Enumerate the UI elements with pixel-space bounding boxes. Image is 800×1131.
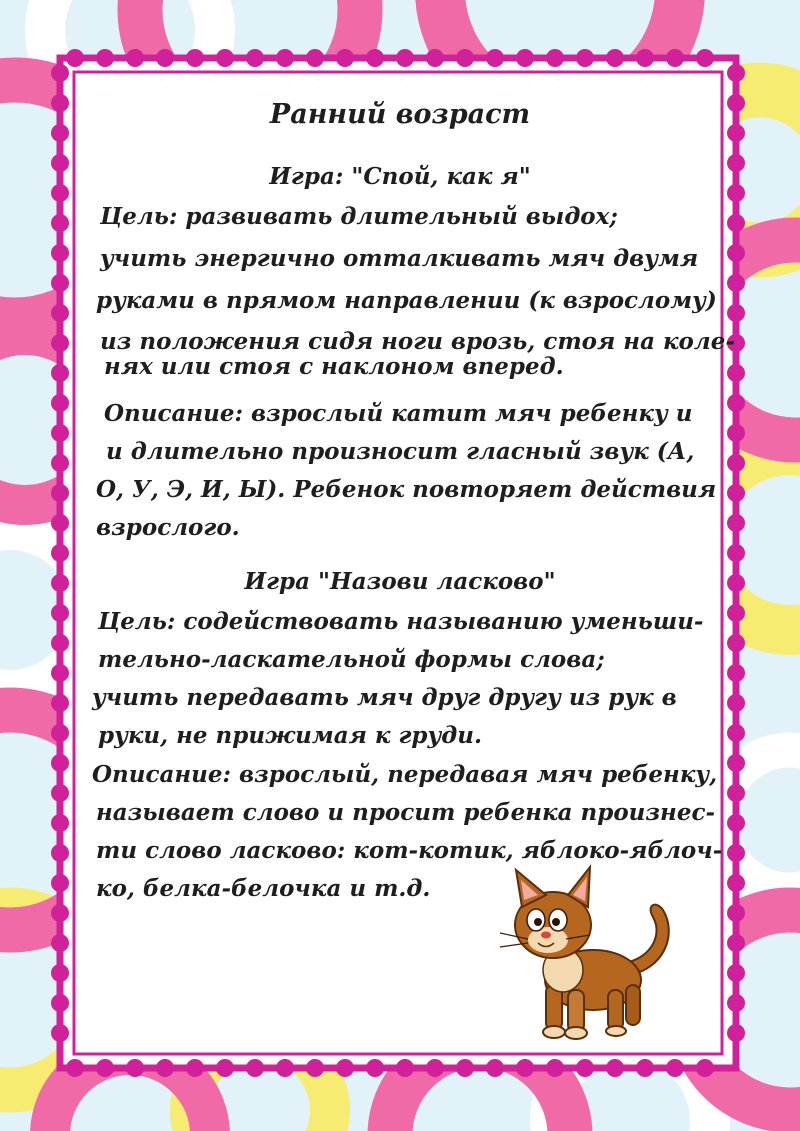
game2-description-line: ко, белка-белочка и т.д. <box>96 875 431 902</box>
game1-goal-line: учить энергично отталкивать мяч двумя <box>100 245 699 272</box>
game1-goal-line: руками в прямом направлении (к взрослому) <box>96 287 717 314</box>
game2-description-line: ти слово ласково: кот-котик, яблоко-яблоч- <box>96 837 723 864</box>
game1-title: Игра: "Спой, как я" <box>269 163 531 190</box>
game1-description-line: Описание: взрослый катит мяч ребенку и <box>104 400 693 427</box>
cat-icon <box>478 855 688 1045</box>
game1-description-line: взрослого. <box>96 514 240 541</box>
game1-goal-line: Цель: развивать длительный выдох; <box>100 203 618 230</box>
game2-goal-line: руки, не прижимая к груди. <box>98 722 482 749</box>
page-title: Ранний возраст <box>269 99 531 130</box>
game2-goal-line: Цель: содействовать называнию уменьши- <box>98 608 704 635</box>
game2-goal-line: тельно-ласкательной формы слова; <box>98 646 605 673</box>
game1-description-line: О, У, Э, И, Ы). Ребенок повторяет действия <box>96 476 717 503</box>
game2-description-line: называет слово и просит ребенка произнес- <box>96 799 716 826</box>
game1-goal-line: из положения сидя ноги врозь, стоя на коле- <box>100 328 735 355</box>
game2-description-line: Описание: взрослый, передавая мяч ребенку, <box>92 761 718 788</box>
game1-description-line: и длительно произносит гласный звук (А, <box>106 438 695 465</box>
game1-goal-line: нях или стоя с наклоном вперед. <box>104 353 564 380</box>
game2-title: Игра "Назови ласково" <box>244 568 556 595</box>
game2-goal-line: учить передавать мяч друг другу из рук в <box>92 684 677 711</box>
